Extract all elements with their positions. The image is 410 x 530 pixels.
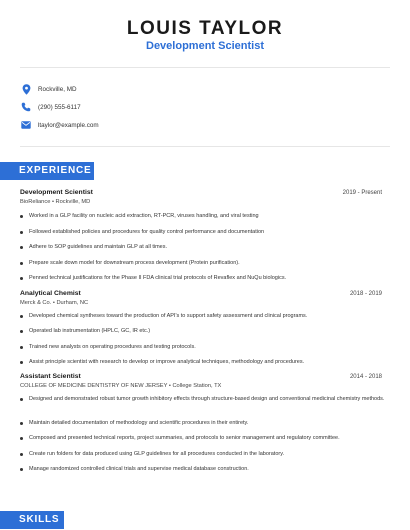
bullet-dot	[20, 330, 23, 333]
job-bullet	[20, 465, 390, 473]
job-bullet	[20, 212, 390, 220]
bullet-text: Developed chemical syntheses toward the production of API's to support safety assessment and clinical programs.	[29, 313, 308, 319]
bullet-dot	[20, 277, 23, 280]
job-employer: BioReliance • Rockville, MD	[20, 199, 91, 205]
job-dates: 2014 - 2018	[349, 374, 382, 380]
job-bullet	[20, 434, 390, 442]
map-pin-icon	[20, 83, 32, 95]
contact-location-text: Rockville, MD	[38, 85, 77, 93]
bullet-dot	[20, 315, 23, 318]
job-bullet	[20, 395, 390, 403]
bullet-text: Adhere to SOP guidelines and maintain GLP at all times.	[29, 244, 167, 250]
job-bullet	[20, 259, 390, 267]
job-bullet	[20, 358, 390, 366]
bullet-dot	[20, 215, 23, 218]
job-company: BioReliance	[20, 199, 51, 205]
job-bullet	[20, 312, 390, 320]
job-bullet	[20, 419, 390, 427]
bullet-text: Create run folders for data produced using GLP guidelines for all procedures conducted in the laboratory.	[29, 451, 285, 457]
bullet-text: Operated lab instrumentation (HPLC, GC, IR etc.)	[29, 328, 151, 334]
job-employer: COLLEGE OF MEDICINE DENTISTRY OF NEW JERSEY • College Station, TX	[20, 383, 222, 389]
job-company: COLLEGE OF MEDICINE DENTISTRY OF NEW JERSEY	[20, 383, 168, 389]
bullet-dot	[20, 422, 23, 425]
phone-icon	[20, 101, 32, 113]
contact-location	[20, 83, 77, 95]
bullet-dot	[20, 262, 23, 265]
header-divider	[20, 67, 390, 68]
bullet-dot	[20, 437, 23, 440]
bullet-text: Manage randomized controlled clinical trials and supervise medical database construction.	[29, 466, 249, 472]
contact-email	[20, 119, 99, 131]
bullet-text: Designed and demonstrated robust tumor growth inhibitory effects through structure-based design and conventional medicinal chemistry methods.	[29, 396, 385, 402]
job-bullet	[20, 243, 390, 251]
section-heading-experience: EXPERIENCE	[0, 162, 94, 180]
section-heading-skills: SKILLS	[0, 511, 64, 529]
bullet-text: Prepare scale down model for downstream process development (Protein purification).	[29, 260, 240, 266]
bullet-text: Penned technical justifications for the Phase II FDA clinical trial protocols of Revaflex and NuQu biologics.	[29, 275, 287, 281]
job-company: Merck & Co.	[20, 300, 52, 306]
bullet-dot	[20, 361, 23, 364]
bullet-text: Followed established policies and procedures for quality control performance and documentation	[29, 229, 265, 235]
job-title: Development Scientist	[20, 189, 93, 196]
job-employer: Merck & Co. • Durham, NC	[20, 300, 89, 306]
bullet-text: Composed and presented technical reports, project summaries, and protocols to senior management and regulatory committee.	[29, 435, 340, 441]
job-title: Assistant Scientist	[20, 373, 81, 380]
bullet-dot	[20, 398, 23, 401]
contact-phone-text: (290) 555-6117	[38, 103, 81, 111]
job-location: Rockville, MD	[55, 199, 91, 205]
bullet-dot	[20, 246, 23, 249]
bullet-text: Worked in a GLP facility on nucleic acid extraction, RT-PCR, viruses handling, and viral testing	[29, 213, 259, 219]
contact-phone	[20, 101, 81, 113]
bullet-dot	[20, 231, 23, 234]
bullet-dot	[20, 346, 23, 349]
job-bullet	[20, 327, 390, 335]
candidate-name: LOUIS TAYLOR	[126, 18, 284, 39]
bullet-text: Maintain detailed documentation of methodology and scientific procedures in their entirety.	[29, 420, 249, 426]
job-title: Analytical Chemist	[20, 290, 81, 297]
job-dates: 2018 - 2019	[349, 291, 382, 297]
job-bullet	[20, 450, 390, 458]
job-bullet	[20, 228, 390, 236]
envelope-icon	[20, 119, 32, 131]
bullet-text: Assist principle scientist with research to develop or improve analytical techniques, methodology and procedures.	[29, 359, 305, 365]
bullet-text: Trained new analysts on operating procedures and testing protocols.	[29, 344, 196, 350]
bullet-dot	[20, 453, 23, 456]
candidate-title: Development Scientist	[146, 40, 264, 52]
job-bullet	[20, 274, 390, 282]
job-dates: 2019 - Present	[342, 190, 382, 196]
job-location: College Station, TX	[172, 383, 222, 389]
contact-email-text: ltaylor@example.com	[38, 121, 99, 129]
bullet-dot	[20, 468, 23, 471]
contact-divider	[20, 146, 390, 147]
job-bullet	[20, 343, 390, 351]
job-location: Durham, NC	[56, 300, 89, 306]
